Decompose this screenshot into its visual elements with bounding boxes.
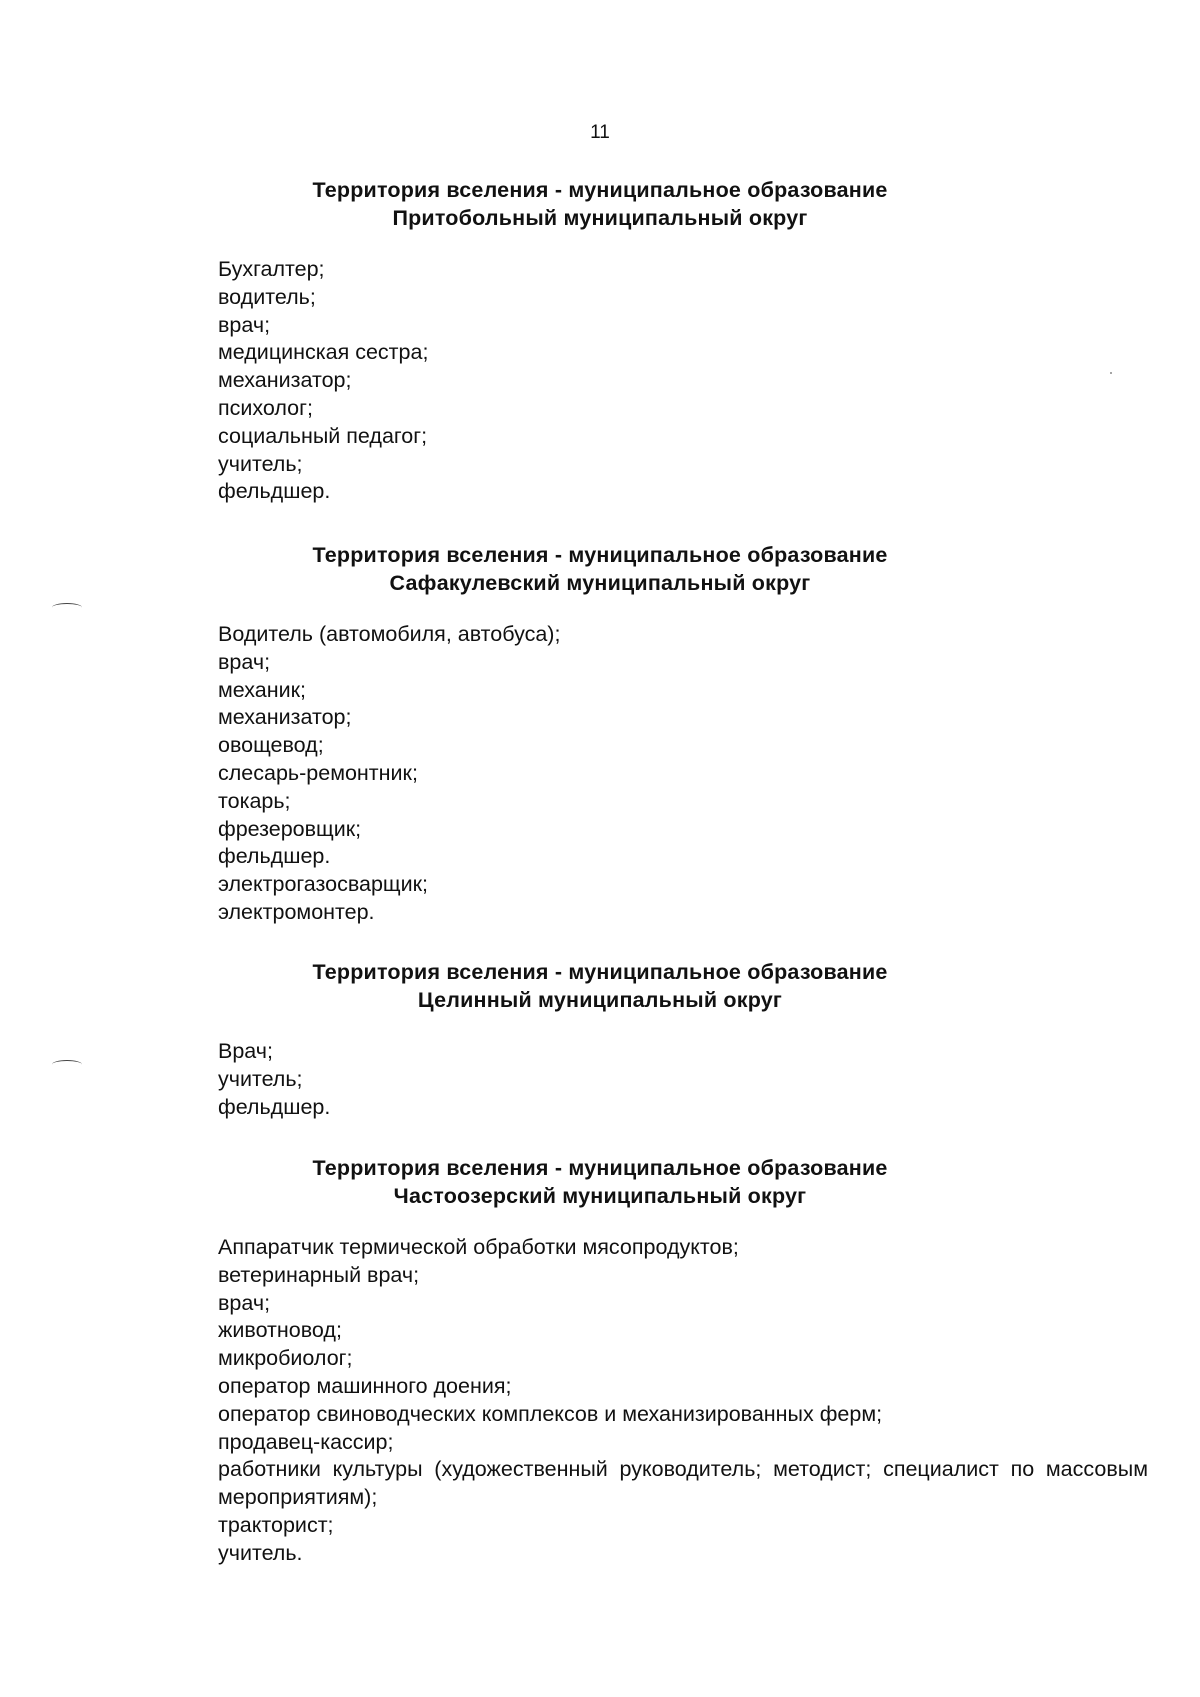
list-item: фельдшер. [218, 1094, 331, 1119]
section-heading [0, 1154, 1200, 1210]
profession-list [218, 256, 1148, 506]
scan-dot [1110, 372, 1112, 374]
list-item: Бухгалтер; [218, 257, 325, 281]
heading-line-1: Территория вселения - муниципальное образование [312, 960, 888, 984]
list-item: психолог; [218, 395, 313, 420]
heading-line-2: Сафакулевский муниципальный округ [389, 571, 811, 595]
list-item: механизатор; [218, 368, 352, 393]
list-item: продавец-кассир; [218, 1429, 394, 1454]
list-item: микробиолог; [218, 1346, 353, 1371]
list-item: учитель. [218, 1540, 303, 1565]
list-item: тракторист; [218, 1512, 334, 1537]
profession-list [218, 621, 1148, 927]
list-item: ветеринарный врач; [218, 1262, 420, 1287]
section-safakulevsky [0, 541, 1200, 924]
list-item: токарь; [218, 788, 291, 813]
heading-line-2: Целинный муниципальный округ [417, 988, 783, 1012]
list-item: электрогазосварщик; [218, 872, 428, 897]
heading-line-1: Территория вселения - муниципальное образование [312, 1156, 888, 1180]
list-item: фельдшер. [218, 479, 331, 504]
list-item: Водитель (автомобиля, автобуса); [218, 622, 561, 646]
section-tselinny [0, 958, 1200, 1119]
list-item: водитель; [218, 284, 316, 309]
section-chastoozersky [0, 1154, 1200, 1565]
section-heading [0, 176, 1200, 232]
section-pritobolny [0, 176, 1200, 504]
list-item: электромонтер. [218, 899, 375, 924]
list-item: учитель; [218, 1066, 303, 1091]
heading-line-1: Территория вселения - муниципальное образование [312, 543, 888, 567]
heading-line-2: Притобольный муниципальный округ [392, 206, 808, 230]
list-item: фельдшер. [218, 844, 331, 869]
list-item: слесарь-ремонтник; [218, 760, 418, 785]
list-item: медицинская сестра; [218, 340, 429, 365]
list-item: овощевод; [218, 733, 324, 758]
list-item: оператор свиноводческих комплексов и механизированных ферм; [218, 1401, 883, 1426]
profession-list [218, 1038, 1148, 1121]
heading-line-1: Территория вселения - муниципальное образование [312, 178, 888, 202]
list-item: врач; [218, 312, 271, 337]
list-item: врач; [218, 649, 271, 674]
section-heading [0, 541, 1200, 597]
list-item: оператор машинного доения; [218, 1373, 512, 1398]
heading-line-2: Частоозерский муниципальный округ [393, 1184, 807, 1208]
scan-mark [52, 603, 82, 612]
list-item: работники культуры (художественный руководитель; методист; специалист по массовым мероприятиям); [218, 1457, 1148, 1510]
list-item: врач; [218, 1290, 271, 1315]
list-item: социальный педагог; [218, 423, 428, 448]
section-heading [0, 958, 1200, 1014]
list-item: Врач; [218, 1039, 273, 1063]
list-item: фрезеровщик; [218, 816, 362, 841]
list-item: механизатор; [218, 705, 352, 730]
list-item: животновод; [218, 1318, 342, 1343]
profession-list [218, 1234, 1148, 1568]
page-number: 11 [590, 122, 610, 143]
list-item: Аппаратчик термической обработки мясопродуктов; [218, 1235, 739, 1259]
scan-mark [52, 1060, 82, 1069]
list-item: механик; [218, 677, 306, 702]
list-item: учитель; [218, 451, 303, 476]
